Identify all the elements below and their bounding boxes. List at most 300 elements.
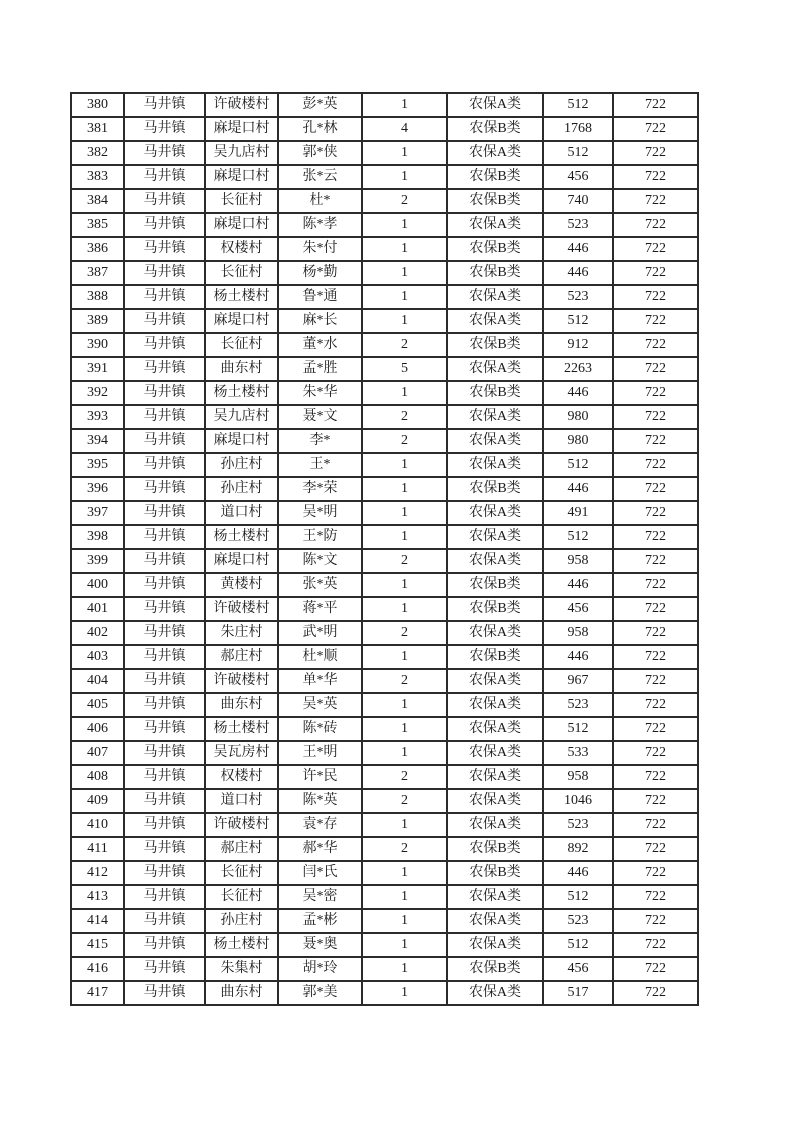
cell-count: 1 xyxy=(362,285,447,309)
cell-fixed: 722 xyxy=(613,933,698,957)
cell-fixed: 722 xyxy=(613,549,698,573)
cell-category: 农保A类 xyxy=(447,789,543,813)
cell-village: 道口村 xyxy=(205,789,278,813)
cell-fixed: 722 xyxy=(613,957,698,981)
cell-count: 1 xyxy=(362,261,447,285)
cell-town: 马井镇 xyxy=(124,141,205,165)
cell-name: 鲁*通 xyxy=(278,285,362,309)
cell-village: 杨土楼村 xyxy=(205,285,278,309)
cell-fixed: 722 xyxy=(613,141,698,165)
cell-count: 1 xyxy=(362,477,447,501)
cell-category: 农保A类 xyxy=(447,549,543,573)
cell-town: 马井镇 xyxy=(124,741,205,765)
cell-fixed: 722 xyxy=(613,909,698,933)
cell-fixed: 722 xyxy=(613,333,698,357)
table-row xyxy=(71,981,698,1005)
cell-count: 1 xyxy=(362,693,447,717)
cell-index: 398 xyxy=(71,525,124,549)
cell-index: 387 xyxy=(71,261,124,285)
table-row xyxy=(71,93,698,117)
cell-fixed: 722 xyxy=(613,981,698,1005)
cell-index: 388 xyxy=(71,285,124,309)
cell-count: 1 xyxy=(362,501,447,525)
cell-index: 399 xyxy=(71,549,124,573)
cell-town: 马井镇 xyxy=(124,213,205,237)
cell-village: 长征村 xyxy=(205,333,278,357)
cell-name: 朱*华 xyxy=(278,381,362,405)
table-row xyxy=(71,237,698,261)
cell-index: 406 xyxy=(71,717,124,741)
cell-fixed: 722 xyxy=(613,621,698,645)
cell-index: 385 xyxy=(71,213,124,237)
cell-fixed: 722 xyxy=(613,789,698,813)
cell-amount: 512 xyxy=(543,309,613,333)
cell-amount: 512 xyxy=(543,141,613,165)
cell-village: 朱庄村 xyxy=(205,621,278,645)
cell-village: 麻堤口村 xyxy=(205,429,278,453)
cell-town: 马井镇 xyxy=(124,429,205,453)
cell-village: 吴瓦房村 xyxy=(205,741,278,765)
cell-count: 1 xyxy=(362,861,447,885)
cell-amount: 446 xyxy=(543,573,613,597)
table-row xyxy=(71,909,698,933)
cell-count: 1 xyxy=(362,885,447,909)
cell-amount: 512 xyxy=(543,885,613,909)
cell-fixed: 722 xyxy=(613,261,698,285)
cell-count: 1 xyxy=(362,525,447,549)
cell-name: 朱*付 xyxy=(278,237,362,261)
cell-category: 农保A类 xyxy=(447,813,543,837)
cell-count: 2 xyxy=(362,549,447,573)
table-row xyxy=(71,813,698,837)
cell-fixed: 722 xyxy=(613,813,698,837)
cell-fixed: 722 xyxy=(613,117,698,141)
cell-town: 马井镇 xyxy=(124,381,205,405)
cell-count: 2 xyxy=(362,429,447,453)
cell-index: 397 xyxy=(71,501,124,525)
cell-name: 郭*美 xyxy=(278,981,362,1005)
cell-village: 杨土楼村 xyxy=(205,525,278,549)
cell-index: 381 xyxy=(71,117,124,141)
cell-town: 马井镇 xyxy=(124,765,205,789)
cell-count: 4 xyxy=(362,117,447,141)
cell-amount: 512 xyxy=(543,453,613,477)
cell-village: 曲东村 xyxy=(205,981,278,1005)
cell-name: 孟*彬 xyxy=(278,909,362,933)
cell-village: 孙庄村 xyxy=(205,477,278,501)
cell-category: 农保A类 xyxy=(447,285,543,309)
cell-town: 马井镇 xyxy=(124,285,205,309)
cell-name: 武*明 xyxy=(278,621,362,645)
cell-name: 张*英 xyxy=(278,573,362,597)
cell-count: 2 xyxy=(362,837,447,861)
cell-category: 农保B类 xyxy=(447,573,543,597)
table-row xyxy=(71,765,698,789)
table-row xyxy=(71,573,698,597)
cell-amount: 446 xyxy=(543,381,613,405)
cell-village: 麻堤口村 xyxy=(205,549,278,573)
cell-amount: 958 xyxy=(543,621,613,645)
cell-village: 郝庄村 xyxy=(205,837,278,861)
cell-town: 马井镇 xyxy=(124,333,205,357)
cell-category: 农保A类 xyxy=(447,933,543,957)
cell-village: 吴九店村 xyxy=(205,405,278,429)
cell-category: 农保A类 xyxy=(447,693,543,717)
cell-index: 405 xyxy=(71,693,124,717)
cell-index: 400 xyxy=(71,573,124,597)
cell-name: 袁*存 xyxy=(278,813,362,837)
cell-town: 马井镇 xyxy=(124,693,205,717)
cell-town: 马井镇 xyxy=(124,237,205,261)
cell-amount: 512 xyxy=(543,525,613,549)
cell-count: 1 xyxy=(362,141,447,165)
cell-count: 1 xyxy=(362,645,447,669)
cell-fixed: 722 xyxy=(613,861,698,885)
cell-count: 1 xyxy=(362,741,447,765)
cell-amount: 967 xyxy=(543,669,613,693)
cell-count: 1 xyxy=(362,165,447,189)
cell-amount: 1046 xyxy=(543,789,613,813)
cell-index: 417 xyxy=(71,981,124,1005)
cell-count: 1 xyxy=(362,981,447,1005)
cell-category: 农保B类 xyxy=(447,117,543,141)
cell-name: 陈*孝 xyxy=(278,213,362,237)
cell-town: 马井镇 xyxy=(124,405,205,429)
cell-category: 农保A类 xyxy=(447,885,543,909)
cell-town: 马井镇 xyxy=(124,669,205,693)
cell-fixed: 722 xyxy=(613,573,698,597)
cell-category: 农保B类 xyxy=(447,333,543,357)
cell-category: 农保B类 xyxy=(447,381,543,405)
cell-name: 杨*勤 xyxy=(278,261,362,285)
cell-amount: 446 xyxy=(543,645,613,669)
cell-category: 农保B类 xyxy=(447,645,543,669)
cell-category: 农保B类 xyxy=(447,861,543,885)
cell-name: 李* xyxy=(278,429,362,453)
cell-index: 401 xyxy=(71,597,124,621)
table-row xyxy=(71,213,698,237)
cell-village: 曲东村 xyxy=(205,693,278,717)
cell-name: 聂*奥 xyxy=(278,933,362,957)
cell-town: 马井镇 xyxy=(124,453,205,477)
cell-amount: 2263 xyxy=(543,357,613,381)
cell-village: 曲东村 xyxy=(205,357,278,381)
cell-fixed: 722 xyxy=(613,237,698,261)
cell-name: 郭*侠 xyxy=(278,141,362,165)
cell-category: 农保A类 xyxy=(447,525,543,549)
cell-index: 407 xyxy=(71,741,124,765)
cell-amount: 523 xyxy=(543,813,613,837)
cell-fixed: 722 xyxy=(613,717,698,741)
cell-name: 胡*玲 xyxy=(278,957,362,981)
cell-category: 农保B类 xyxy=(447,957,543,981)
cell-town: 马井镇 xyxy=(124,189,205,213)
cell-index: 386 xyxy=(71,237,124,261)
cell-index: 390 xyxy=(71,333,124,357)
cell-amount: 523 xyxy=(543,693,613,717)
cell-amount: 456 xyxy=(543,957,613,981)
cell-index: 380 xyxy=(71,93,124,117)
cell-town: 马井镇 xyxy=(124,93,205,117)
cell-index: 413 xyxy=(71,885,124,909)
table-row xyxy=(71,381,698,405)
cell-name: 陈*砖 xyxy=(278,717,362,741)
table-row xyxy=(71,885,698,909)
table-row xyxy=(71,285,698,309)
cell-count: 1 xyxy=(362,381,447,405)
cell-town: 马井镇 xyxy=(124,165,205,189)
cell-village: 权楼村 xyxy=(205,765,278,789)
cell-village: 长征村 xyxy=(205,885,278,909)
cell-village: 许破楼村 xyxy=(205,669,278,693)
cell-category: 农保A类 xyxy=(447,93,543,117)
cell-town: 马井镇 xyxy=(124,861,205,885)
cell-village: 道口村 xyxy=(205,501,278,525)
cell-town: 马井镇 xyxy=(124,909,205,933)
table-row xyxy=(71,837,698,861)
cell-amount: 446 xyxy=(543,261,613,285)
cell-amount: 456 xyxy=(543,597,613,621)
cell-count: 1 xyxy=(362,717,447,741)
cell-name: 彭*英 xyxy=(278,93,362,117)
cell-name: 李*荣 xyxy=(278,477,362,501)
cell-category: 农保A类 xyxy=(447,141,543,165)
cell-name: 孟*胜 xyxy=(278,357,362,381)
cell-amount: 958 xyxy=(543,549,613,573)
cell-count: 2 xyxy=(362,189,447,213)
cell-name: 董*水 xyxy=(278,333,362,357)
cell-town: 马井镇 xyxy=(124,549,205,573)
cell-fixed: 722 xyxy=(613,285,698,309)
table-row xyxy=(71,693,698,717)
table-row xyxy=(71,525,698,549)
cell-name: 许*民 xyxy=(278,765,362,789)
cell-fixed: 722 xyxy=(613,501,698,525)
table-row xyxy=(71,501,698,525)
cell-category: 农保A类 xyxy=(447,405,543,429)
cell-fixed: 722 xyxy=(613,357,698,381)
cell-name: 闫*氏 xyxy=(278,861,362,885)
cell-index: 396 xyxy=(71,477,124,501)
cell-category: 农保B类 xyxy=(447,837,543,861)
cell-name: 陈*文 xyxy=(278,549,362,573)
cell-category: 农保A类 xyxy=(447,501,543,525)
cell-index: 408 xyxy=(71,765,124,789)
cell-town: 马井镇 xyxy=(124,573,205,597)
cell-index: 411 xyxy=(71,837,124,861)
cell-amount: 491 xyxy=(543,501,613,525)
cell-category: 农保B类 xyxy=(447,261,543,285)
table-row xyxy=(71,405,698,429)
cell-fixed: 722 xyxy=(613,429,698,453)
cell-index: 383 xyxy=(71,165,124,189)
cell-amount: 740 xyxy=(543,189,613,213)
cell-index: 393 xyxy=(71,405,124,429)
cell-amount: 523 xyxy=(543,285,613,309)
cell-fixed: 722 xyxy=(613,165,698,189)
cell-count: 1 xyxy=(362,309,447,333)
cell-fixed: 722 xyxy=(613,405,698,429)
cell-amount: 517 xyxy=(543,981,613,1005)
cell-fixed: 722 xyxy=(613,837,698,861)
cell-name: 吴*密 xyxy=(278,885,362,909)
cell-category: 农保A类 xyxy=(447,213,543,237)
table-row xyxy=(71,309,698,333)
table-row xyxy=(71,621,698,645)
cell-fixed: 722 xyxy=(613,693,698,717)
cell-name: 王*明 xyxy=(278,741,362,765)
cell-name: 杜* xyxy=(278,189,362,213)
cell-town: 马井镇 xyxy=(124,501,205,525)
cell-village: 麻堤口村 xyxy=(205,309,278,333)
table-row xyxy=(71,117,698,141)
table-row xyxy=(71,645,698,669)
cell-amount: 892 xyxy=(543,837,613,861)
cell-village: 郝庄村 xyxy=(205,645,278,669)
cell-count: 2 xyxy=(362,405,447,429)
cell-category: 农保A类 xyxy=(447,357,543,381)
cell-village: 杨土楼村 xyxy=(205,717,278,741)
table-row xyxy=(71,357,698,381)
cell-village: 黄楼村 xyxy=(205,573,278,597)
cell-village: 长征村 xyxy=(205,261,278,285)
cell-index: 389 xyxy=(71,309,124,333)
cell-index: 414 xyxy=(71,909,124,933)
cell-amount: 446 xyxy=(543,477,613,501)
cell-amount: 523 xyxy=(543,213,613,237)
cell-name: 单*华 xyxy=(278,669,362,693)
cell-count: 2 xyxy=(362,669,447,693)
cell-amount: 512 xyxy=(543,93,613,117)
cell-fixed: 722 xyxy=(613,885,698,909)
cell-count: 1 xyxy=(362,453,447,477)
cell-fixed: 722 xyxy=(613,525,698,549)
cell-count: 1 xyxy=(362,213,447,237)
cell-village: 许破楼村 xyxy=(205,93,278,117)
table-row xyxy=(71,717,698,741)
cell-town: 马井镇 xyxy=(124,717,205,741)
cell-fixed: 722 xyxy=(613,189,698,213)
cell-name: 蒋*平 xyxy=(278,597,362,621)
cell-count: 2 xyxy=(362,765,447,789)
cell-index: 391 xyxy=(71,357,124,381)
cell-village: 杨土楼村 xyxy=(205,933,278,957)
cell-category: 农保A类 xyxy=(447,741,543,765)
cell-town: 马井镇 xyxy=(124,309,205,333)
cell-index: 416 xyxy=(71,957,124,981)
cell-town: 马井镇 xyxy=(124,597,205,621)
cell-town: 马井镇 xyxy=(124,789,205,813)
cell-count: 2 xyxy=(362,789,447,813)
cell-category: 农保A类 xyxy=(447,909,543,933)
table-row xyxy=(71,429,698,453)
pension-record-table xyxy=(70,92,699,1006)
cell-category: 农保B类 xyxy=(447,189,543,213)
cell-index: 404 xyxy=(71,669,124,693)
cell-category: 农保B类 xyxy=(447,477,543,501)
cell-fixed: 722 xyxy=(613,597,698,621)
cell-index: 402 xyxy=(71,621,124,645)
cell-name: 王*防 xyxy=(278,525,362,549)
table-row xyxy=(71,669,698,693)
cell-town: 马井镇 xyxy=(124,261,205,285)
cell-amount: 456 xyxy=(543,165,613,189)
cell-village: 长征村 xyxy=(205,189,278,213)
cell-town: 马井镇 xyxy=(124,525,205,549)
cell-village: 许破楼村 xyxy=(205,813,278,837)
cell-category: 农保A类 xyxy=(447,429,543,453)
cell-name: 张*云 xyxy=(278,165,362,189)
cell-index: 412 xyxy=(71,861,124,885)
cell-index: 395 xyxy=(71,453,124,477)
cell-village: 麻堤口村 xyxy=(205,165,278,189)
cell-amount: 912 xyxy=(543,333,613,357)
table-row xyxy=(71,861,698,885)
cell-count: 1 xyxy=(362,909,447,933)
cell-town: 马井镇 xyxy=(124,357,205,381)
cell-village: 孙庄村 xyxy=(205,453,278,477)
table-row xyxy=(71,957,698,981)
cell-town: 马井镇 xyxy=(124,117,205,141)
cell-index: 392 xyxy=(71,381,124,405)
cell-fixed: 722 xyxy=(613,669,698,693)
table-body xyxy=(71,93,698,1005)
cell-town: 马井镇 xyxy=(124,813,205,837)
table-row xyxy=(71,741,698,765)
cell-fixed: 722 xyxy=(613,477,698,501)
cell-index: 384 xyxy=(71,189,124,213)
cell-index: 415 xyxy=(71,933,124,957)
cell-category: 农保B类 xyxy=(447,165,543,189)
cell-fixed: 722 xyxy=(613,93,698,117)
cell-village: 麻堤口村 xyxy=(205,117,278,141)
table-row xyxy=(71,933,698,957)
cell-count: 1 xyxy=(362,573,447,597)
cell-count: 2 xyxy=(362,333,447,357)
cell-fixed: 722 xyxy=(613,453,698,477)
cell-category: 农保A类 xyxy=(447,669,543,693)
cell-town: 马井镇 xyxy=(124,621,205,645)
cell-amount: 512 xyxy=(543,933,613,957)
cell-name: 孔*林 xyxy=(278,117,362,141)
cell-town: 马井镇 xyxy=(124,981,205,1005)
table-row xyxy=(71,189,698,213)
table-row xyxy=(71,597,698,621)
cell-name: 麻*长 xyxy=(278,309,362,333)
cell-amount: 446 xyxy=(543,861,613,885)
cell-village: 朱集村 xyxy=(205,957,278,981)
cell-name: 陈*英 xyxy=(278,789,362,813)
cell-village: 权楼村 xyxy=(205,237,278,261)
cell-category: 农保A类 xyxy=(447,981,543,1005)
cell-village: 长征村 xyxy=(205,861,278,885)
cell-town: 马井镇 xyxy=(124,645,205,669)
table-row xyxy=(71,453,698,477)
cell-fixed: 722 xyxy=(613,381,698,405)
cell-name: 聂*文 xyxy=(278,405,362,429)
cell-category: 农保A类 xyxy=(447,309,543,333)
cell-category: 农保A类 xyxy=(447,717,543,741)
cell-index: 394 xyxy=(71,429,124,453)
cell-category: 农保A类 xyxy=(447,453,543,477)
cell-town: 马井镇 xyxy=(124,837,205,861)
table-row xyxy=(71,477,698,501)
cell-count: 5 xyxy=(362,357,447,381)
cell-name: 杜*顺 xyxy=(278,645,362,669)
cell-index: 382 xyxy=(71,141,124,165)
cell-index: 410 xyxy=(71,813,124,837)
cell-name: 吴*英 xyxy=(278,693,362,717)
